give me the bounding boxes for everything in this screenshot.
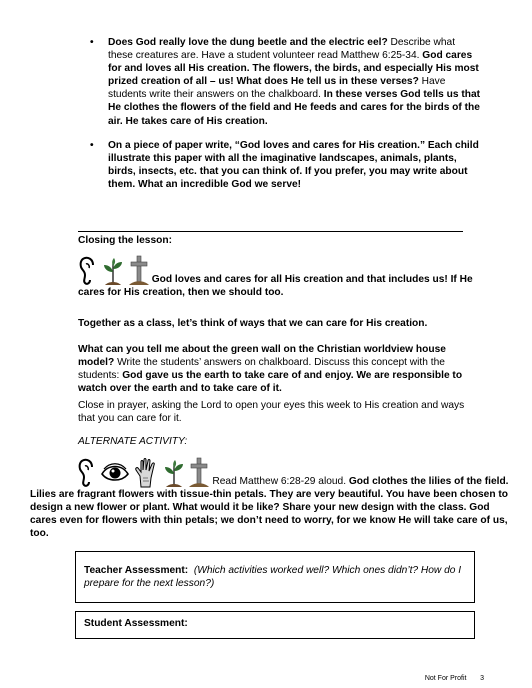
bullet-item-paper [90,139,482,191]
alternate-bold-text: God clothes the lilies of the field. Lilies are fragrant flowers with tissue-thin petals. They are very beautiful. You have been chosen to design a new flower or plant. What would it be like? Share your new design with the class. God cares even for flowers with thin petals; we don’t need to worry, for we know He will take care of us, too. [30,475,509,540]
hand-icon [133,458,159,488]
ear-icon [78,256,98,286]
bullet-1-instruction: Describe what these creatures are. Have a student volunteer read Matthew 6:25-34. [108,37,456,62]
footer-text: Not For Profit [424,675,467,682]
cross-icon [128,254,150,286]
closing-icon-group [78,254,150,286]
teacher-assessment-box[interactable] [75,551,475,603]
closing-green-wall [78,343,476,395]
green-wall-question: What can you tell me about the green wall on the Christian worldview house model? [78,344,446,369]
alternate-read-text: Read Matthew 6:28-29 aloud. [212,475,349,487]
sprout-icon [101,256,125,286]
bullet-2-text: On a piece of paper write, “God loves and cares for His creation.” Each child illustrate this paper with all the imaginative landscapes, animals, plants, birds, insects, etc. that you can think of. If you prefer, you may write about them. What an incredible God we serve! [108,139,479,190]
bullet-item-dung-beetle [90,36,482,128]
teacher-assessment-prompt: (Which activities worked well? Which ones didn’t? How do I prepare for the next lesson?) [84,565,462,590]
closing-icon-line-text: God loves and cares for all His creation and that includes us! If He cares for His creation, then we should too. [78,273,473,298]
teacher-assessment-content [76,552,474,590]
closing-heading: Closing the lesson: [78,235,172,246]
alternate-paragraph [30,456,518,540]
teacher-assessment-label: Teacher Assessment: [84,565,189,576]
bullet-1-conclusion: In these verses God tells us that He clothes the flowers of the field and He feeds and cares for the birds of the air. He takes care of His creation. [108,89,481,127]
student-assessment-content [76,612,474,630]
alternate-heading: ALTERNATE ACTIVITY: [78,436,188,447]
page-footer [425,674,484,683]
cross-icon [188,456,210,488]
bullet-1-chalkboard: Have students write their answers on the chalkboard. [108,76,446,101]
activity-bullet-list [90,36,482,202]
sprout-icon [162,458,186,488]
closing-together: Together as a class, let’s think of ways that we can care for His creation. [78,318,428,329]
ear-icon [77,458,97,488]
bullet-marker: • [90,37,94,48]
green-wall-teaching: God gave us the earth to take care of and enjoy. We are responsible to watch over the earth and to take care of it. [78,370,463,395]
bullet-1-teaching: God cares for and loves all His creation. The flowers, the birds, and especially His most prized creation of all – us! What does He tell us in these verses? [108,50,479,88]
eye-icon [100,458,130,488]
green-wall-instruction: Write the students’ answers on chalkboard. Discuss this concept with the students: [78,357,445,382]
closing-icon-paragraph [78,254,478,299]
bullet-marker: • [90,139,94,151]
closing-prayer: Close in prayer, asking the Lord to open your eyes this week to His creation and ways that you can care for it. [78,400,465,425]
student-assessment-label: Student Assessment: [84,618,188,629]
bullet-1-question: Does God really love the dung beetle and the electric eel? [108,37,388,48]
page-number: 3 [480,675,484,682]
section-divider [78,231,463,232]
student-assessment-box[interactable] [75,611,475,639]
alternate-icon-group [77,456,210,488]
